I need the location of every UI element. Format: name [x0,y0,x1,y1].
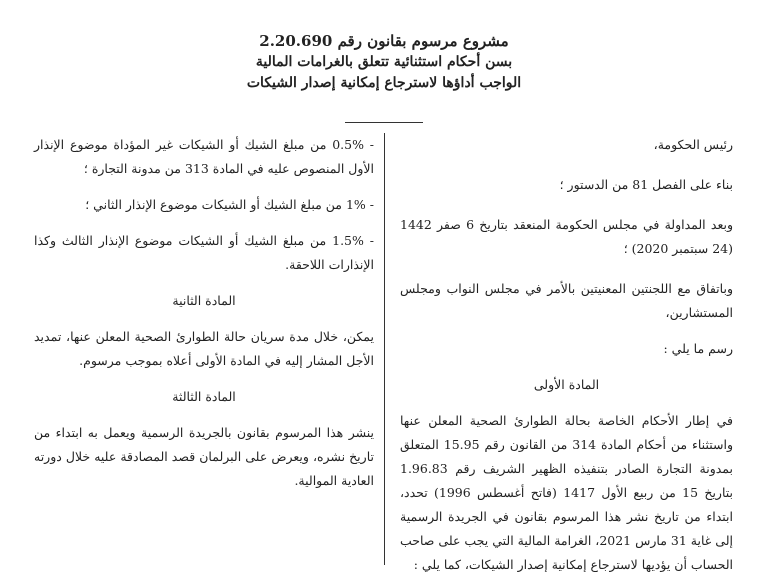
article-2-title: المادة الثانية [172,293,236,308]
article-1-title: المادة الأولى [533,377,600,392]
fine-item-third-notice: - 1.5% من مبلغ الشيك أو الشيكات موضوع الإنذار الثالث وكذا الإنذارات اللاحقة. [34,233,374,272]
article-1-text: في إطار الأحكام الخاصة بحالة الطوارئ الصحية المعلن عنها واستثناء من أحكام المادة 314 من القانون رقم 15.95 المتعلق بمدونة التجارة الصادر بتنفيذه الظهير الشريف رقم 1.96.83 بتاريخ 15 من ربيع الأول 1417 (فاتح أغسطس 1996) تحدد، ابتداء من تاريخ نشر هذا المرسوم بقانون في الجريدة الرسمية إلى غاية 31 مارس 2021، الغرامة المالية التي يجب على صاحب الحساب أن يؤديها لاسترجاع إمكانية إصدار الشيكات، كما يلي : [400,413,734,572]
header-rule [345,122,423,123]
right-column [400,133,733,577]
preamble-deliberation: وبعد المداولة في مجلس الحكومة المنعقد بتاريخ 6 صفر 1442 (24 سبتمبر 2020) ؛ [400,217,733,256]
decree-subtitle-line1: بسن أحكام استثنائية تتعلق بالغرامات المالية [255,54,513,70]
decree-subtitle-line2: الواجب أداؤها لاسترجاع إمكانية إصدار الشيكات [246,75,522,91]
fine-item-first-notice: - 0.5% من مبلغ الشيك أو الشيكات غير المؤداة موضوع الإنذار الأول المنصوص عليه في المادة 313 من مدونة التجارة ؛ [34,137,374,176]
document-header [0,30,768,94]
preamble-decree: رسم ما يلي : [663,341,733,356]
preamble-constitution: بناء على الفصل 81 من الدستور ؛ [559,177,733,192]
article-3-text: ينشر هذا المرسوم بقانون بالجريدة الرسمية ويعمل به ابتداء من تاريخ نشره، ويعرض على البرلمان قصد المصادقة عليه خلال دورته العادية الموالية. [34,425,374,488]
column-divider [384,133,385,565]
article-2-text: يمكن، خلال مدة سريان حالة الطوارئ الصحية المعلن عنها، تمديد الأجل المشار إليه في المادة الأولى أعلاه بموجب مرسوم. [34,329,374,368]
article-3-title: المادة الثالثة [172,389,236,404]
decree-title: مشروع مرسوم بقانون رقم 2.20.690 [259,32,509,50]
left-column [34,133,374,493]
preamble-agreement: وباتفاق مع اللجنتين المعنيتين بالأمر في مجلس النواب ومجلس المستشارين، [400,281,733,320]
fine-item-second-notice: - 1% من مبلغ الشيك أو الشيكات موضوع الإنذار الثاني ؛ [85,197,374,212]
preamble-head-of-government: رئيس الحكومة، [653,137,733,152]
